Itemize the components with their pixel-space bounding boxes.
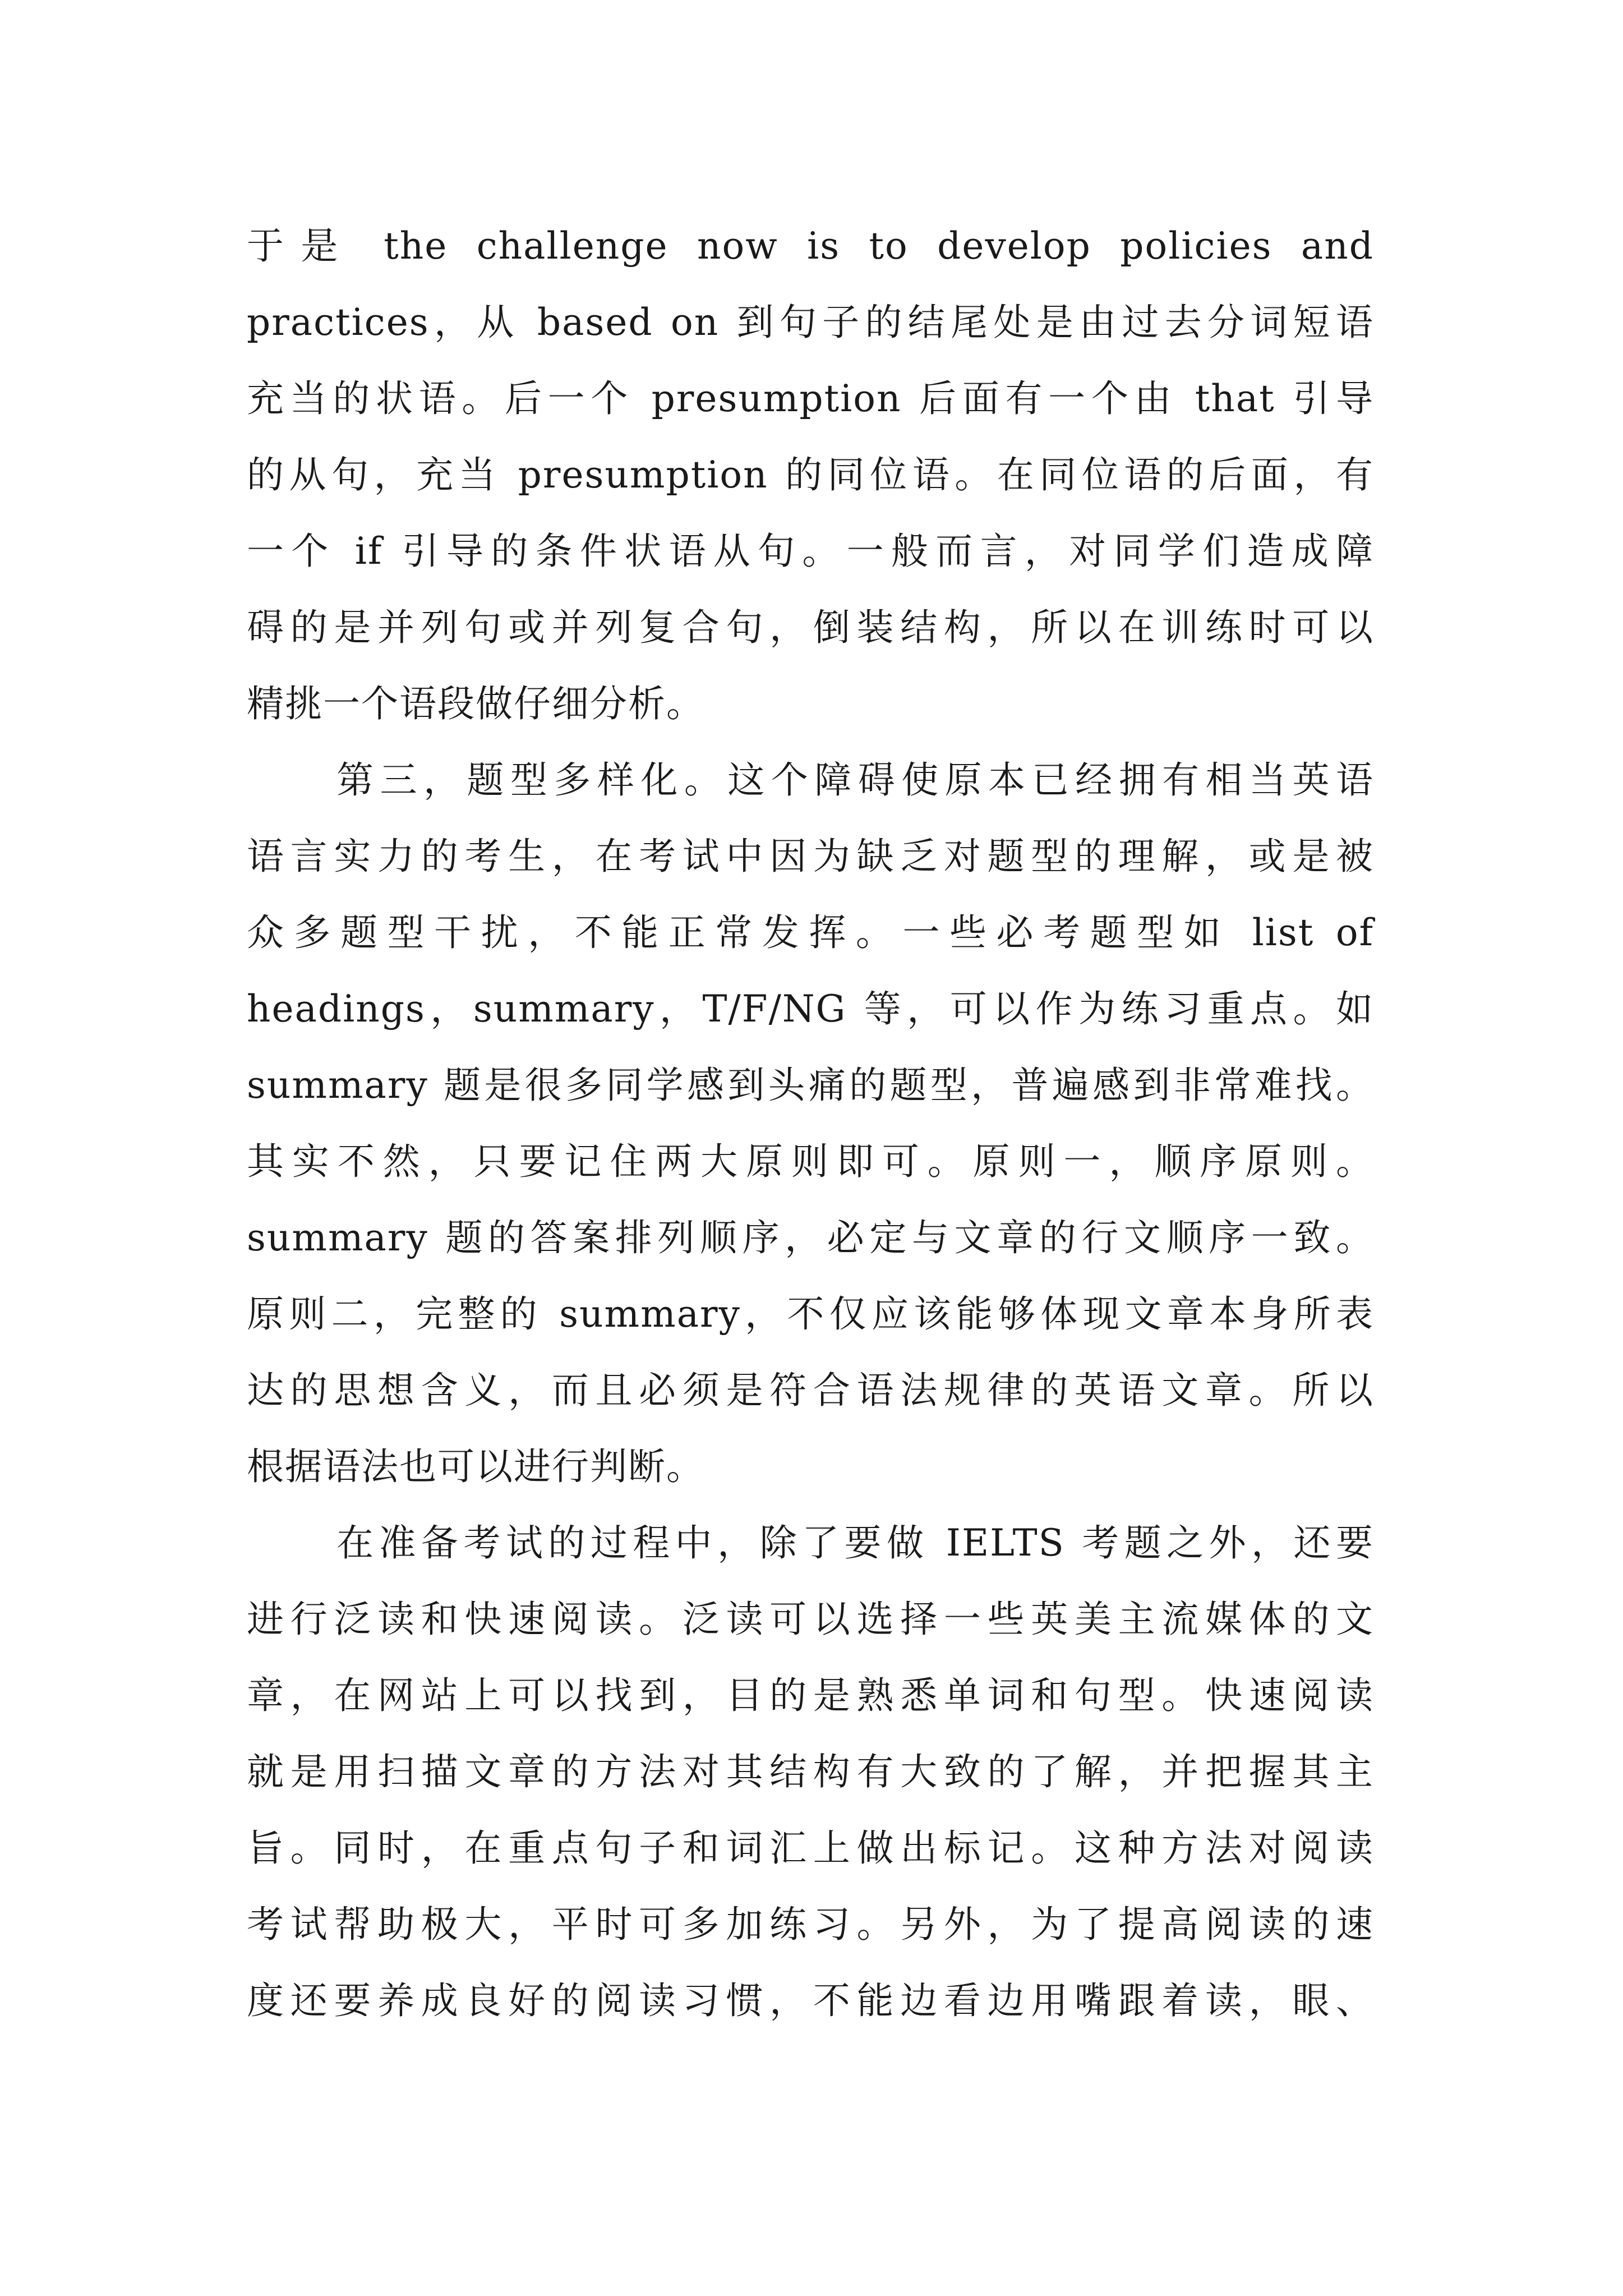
text-line: 其实不然，只要记住两大原则即可。原则一，顺序原则。 — [247, 1140, 1374, 1183]
text-line: 碍的是并列句或并列复合句，倒装结构，所以在训练时可以 — [247, 606, 1374, 649]
text-line: 语言实力的考生，在考试中因为缺乏对题型的理解，或是被 — [247, 835, 1374, 878]
text-line: 进行泛读和快速阅读。泛读可以选择一些英美主流媒体的文 — [247, 1598, 1374, 1641]
text-line: summary 题的答案排列顺序，必定与文章的行文顺序一致。 — [247, 1216, 1374, 1259]
text-line: 度还要养成良好的阅读习惯，不能边看边用嘴跟着读，眼、 — [247, 1979, 1374, 2022]
text-line: 众多题型干扰，不能正常发挥。一些必考题型如 list of — [247, 911, 1374, 954]
text-line: summary 题是很多同学感到头痛的题型，普遍感到非常难找。 — [247, 1064, 1374, 1107]
text-line: 于是 the challenge now is to develop policies and — [247, 224, 1374, 268]
text-line: 原则二，完整的 summary，不仅应该能够体现文章本身所表 — [247, 1292, 1374, 1336]
text-line: practices，从 based on 到句子的结尾处是由过去分词短语 — [247, 301, 1374, 344]
paragraph-first-line: 在准备考试的过程中，除了要做 IELTS 考题之外，还要 — [336, 1521, 1374, 1565]
paragraph-first-line: 第三，题型多样化。这个障碍使原本已经拥有相当英语 — [336, 758, 1374, 802]
text-line: 根据语法也可以进行判断。 — [247, 1445, 704, 1488]
text-line: 章，在网站上可以找到，目的是熟悉单词和句型。快速阅读 — [247, 1674, 1374, 1717]
text-line: 达的思想含义，而且必须是符合语法规律的英语文章。所以 — [247, 1369, 1374, 1412]
text-line: 考试帮助极大，平时可多加练习。另外，为了提高阅读的速 — [247, 1903, 1374, 1946]
text-line: 一个 if 引导的条件状语从句。一般而言，对同学们造成障 — [247, 530, 1374, 573]
text-line: 的从句，充当 presumption 的同位语。在同位语的后面，有 — [247, 453, 1374, 496]
text-line: 精挑一个语段做仔细分析。 — [247, 682, 704, 725]
text-line: headings，summary，T/F/NG 等，可以作为练习重点。如 — [247, 987, 1374, 1030]
text-line: 充当的状语。后一个 presumption 后面有一个由 that 引导 — [247, 377, 1374, 420]
text-line: 就是用扫描文章的方法对其结构有大致的了解，并把握其主 — [247, 1750, 1374, 1793]
text-line: 旨。同时，在重点句子和词汇上做出标记。这种方法对阅读 — [247, 1826, 1374, 1870]
